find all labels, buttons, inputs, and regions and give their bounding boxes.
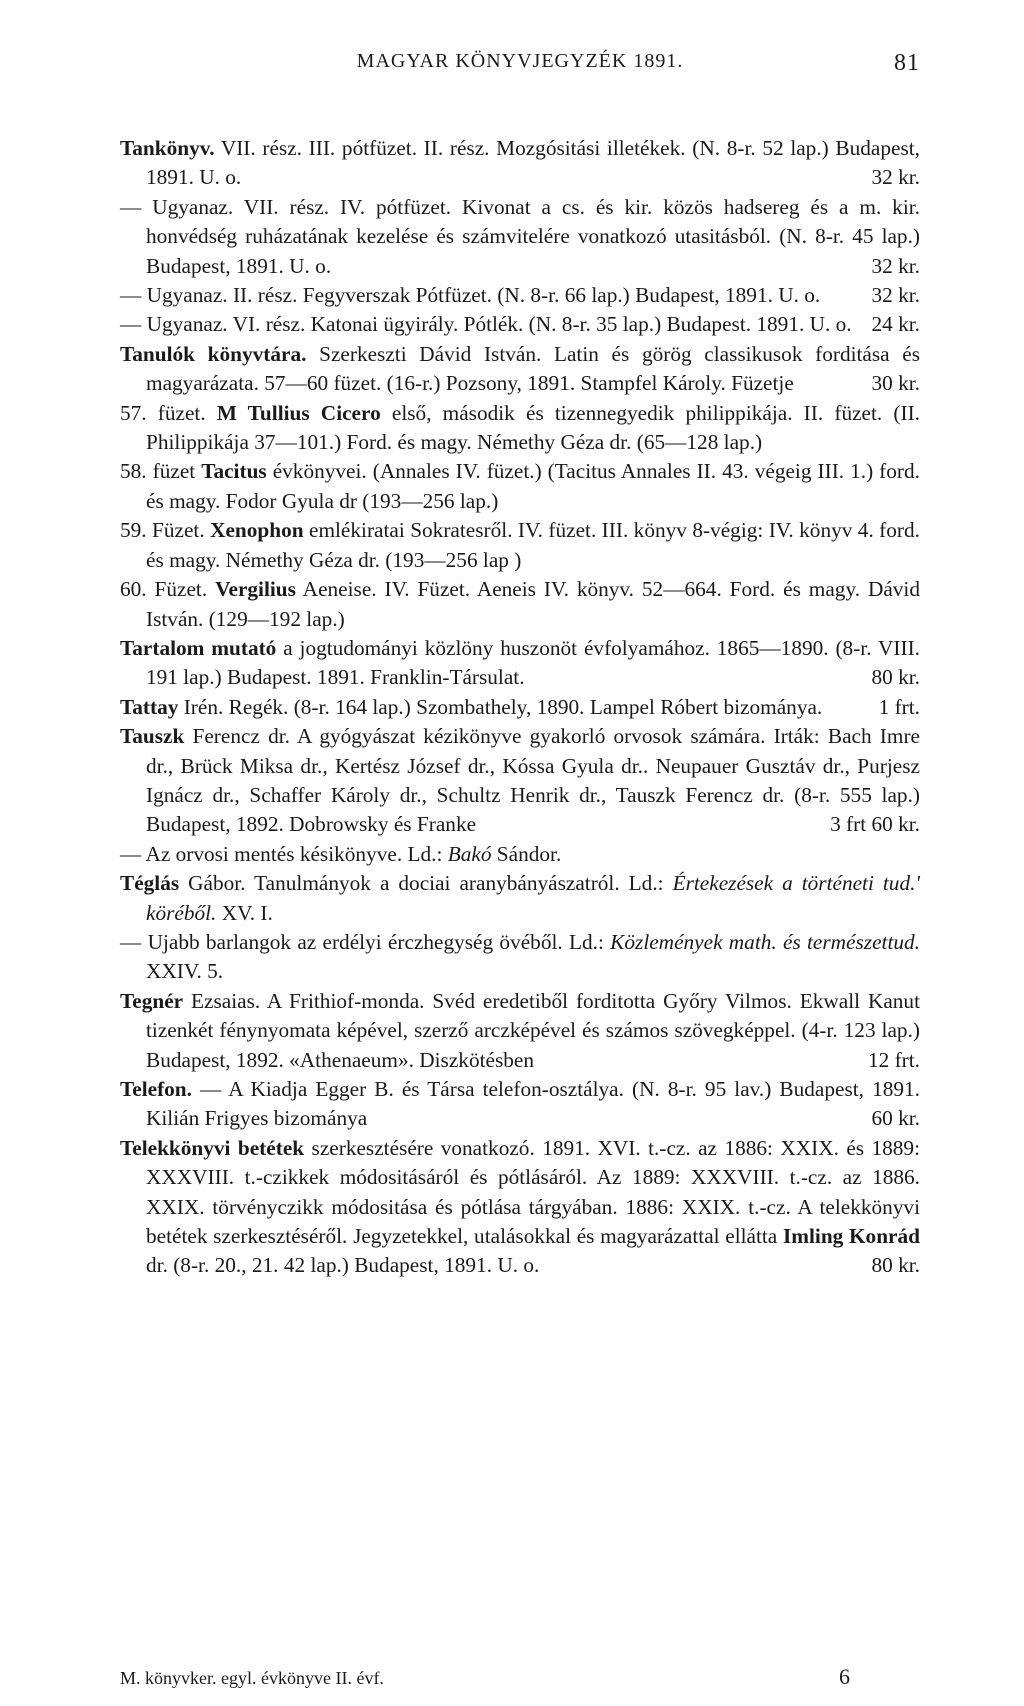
entry-lead: Tanulók könyvtára. <box>120 341 307 366</box>
page-number: 81 <box>894 50 920 76</box>
entry-lead: Tegnér <box>120 988 184 1013</box>
bibliography-entry <box>120 1075 920 1134</box>
entry-text: évkönyvei. (Annales IV. füzet.) (Tacitus Annales II. 43. végeig III. 1.) ford. és magy. Fodor Gyula dr (193—256 lap.) <box>146 459 920 513</box>
entry-text: Gábor. Tanulmányok a dociai aranybányászatról. Ld.: <box>179 871 673 896</box>
bibliography-entry <box>120 399 920 458</box>
bibliography-entry <box>120 869 920 928</box>
entry-lead: Vergilius <box>215 577 296 602</box>
entry-lead2: Imling Konrád <box>782 1224 920 1249</box>
entry-text: Ezsaias. A Frithiof-monda. Svéd eredetiből forditotta Győry Vilmos. Ekwall Kanut tizenkét fénynyomata képével, szerző arczképével és számos szövegképpel. (4-r. 123 lap.) Budapest, 1892. «Athenaeum». Diszkötésben <box>146 988 920 1072</box>
bibliography-entry <box>120 722 920 840</box>
bibliography-entry <box>120 340 920 399</box>
entry-lead: M Tullius Cicero <box>216 400 381 425</box>
bibliography-entry <box>120 693 920 722</box>
entry-text: — Ugyanaz. II. rész. Fegyverszak Pótfüzet. (N. 8-r. 66 lap.) Budapest, 1891. U. o. <box>120 283 821 308</box>
entry-ital: Bakó <box>447 841 492 866</box>
entry-lead: Telefon. <box>120 1077 192 1101</box>
entry-text: — Ujabb barlangok az erdélyi érczhegység övéből. Ld.: <box>120 929 611 954</box>
entry-text: a jogtudományi közlöny huszonöt évfolyamához. 1865—1890. (8-r. VIII. 191 lap.) Budapest. 1891. Franklin-Társulat. <box>146 635 920 690</box>
entry-text: VII. rész. III. pótfüzet. II. rész. Mozgósitási illetékek. (N. 8-r. 52 lap.) Budapest, 1891. U. o. <box>146 136 920 190</box>
page-footer <box>120 1664 920 1689</box>
bibliography-entry <box>120 987 920 1075</box>
entry-lead: Téglás <box>120 871 180 896</box>
document-page <box>120 50 921 1689</box>
entry-pre: 57. füzet. <box>120 400 217 425</box>
entry-text: Aeneise. IV. Füzet. Aeneis IV. könyv. 52—664. Ford. és magy. Dávid István. (129—192 lap.) <box>146 577 920 631</box>
entry-price: 80 kr. <box>871 1253 920 1278</box>
entry-price: 12 frt. <box>867 1047 920 1072</box>
bibliography-entry <box>120 310 920 339</box>
footer-text: M. könyvker. egyl. évkönyve II. évf. <box>120 1668 384 1688</box>
bibliography-entry <box>120 281 920 310</box>
entry-tail: Sándor. <box>491 841 562 866</box>
entry-ital: Értekezések a történeti tud.' köréből. <box>146 871 920 925</box>
entry-pre: 60. Füzet. <box>120 577 216 602</box>
entry-text: Szerkeszti Dávid István. Latin és görög classikusok forditása és magyarázata. 57—60 füzet. (16-r.) Pozsony, 1891. Stampfel Károly. Füzetje <box>146 341 921 396</box>
entry-lead: Tacitus <box>201 459 267 484</box>
entry-price: 24 kr. <box>871 312 920 337</box>
entry-tail: XV. I. <box>216 900 273 925</box>
entry-price: 60 kr. <box>871 1106 920 1131</box>
entry-text: Irén. Regék. (8-r. 164 lap.) Szombathely, 1890. Lampel Róbert bizománya. <box>178 694 823 719</box>
entry-text: szerkesztésére vonatkozó. 1891. XVI. t.-cz. az 1886: XXIX. és 1889: XXXVIII. t.-czikkek módositásáról és pótlásáról. Az 1889: XXXVIII. t.-cz. az 1886. XXIX. törvényczikk módositása és pótlása tárgyában. 1886: XXIX. t.-cz. A telekkönyvi betétek szerkesztéséről. Jegyzetekkel, utalásokkal és magyarázattal ellátta <box>146 1135 920 1249</box>
entry-pre: 58. füzet <box>120 459 202 484</box>
entry-text: — A Kiadja Egger B. és Társa telefon-osztálya. (N. 8-r. 95 lav.) Budapest, 1891. Kilián Frigyes bizománya <box>146 1077 920 1131</box>
entry-pre: 59. Füzet. <box>120 518 211 543</box>
bibliography-entry <box>120 516 920 575</box>
entry-text: emlékiratai Sokratesről. IV. füzet. III. könyv 8-végig: IV. könyv 4. ford. és magy. Némethy Géza dr. (193—256 lap ) <box>146 518 920 572</box>
running-header <box>120 50 920 90</box>
entry-lead: Tartalom mutató <box>120 635 277 660</box>
entry-text: — Az orvosi mentés késikönyve. Ld.: <box>120 841 448 866</box>
entry-lead: Tattay <box>120 694 179 719</box>
entry-price: 32 kr. <box>871 165 920 190</box>
entry-price: 3 frt 60 kr. <box>830 812 920 837</box>
entry-text: — Ugyanaz. VII. rész. IV. pótfüzet. Kivonat a cs. és kir. közös hadsereg és a m. kir. honvédség ruházatának kezelése és számvitelére vonatkozó utasitásból. (N. 8-r. 45 lap.) Budapest, 1891. U. o. <box>120 194 920 278</box>
entry-text: első, második és tizennegyedik philippikája. II. füzet. (II. Philippikája 37—101.) Ford. és magy. Némethy Géza dr. (65—128 lap.) <box>146 400 920 455</box>
bibliography-entry <box>120 134 920 193</box>
entry-lead: Tauszk <box>120 724 185 749</box>
entry-price: 32 kr. <box>871 283 920 308</box>
bibliography-entry <box>120 1134 920 1281</box>
entry-price: 80 kr. <box>871 665 920 690</box>
entry-ital: Közlemények math. és természettud. <box>610 929 920 954</box>
entry-tail: XXIV. 5. <box>146 959 224 984</box>
bibliography-entry <box>120 457 920 516</box>
entry-price: 32 kr. <box>871 253 920 278</box>
bibliography-entry <box>120 193 920 281</box>
entry-text: — Ugyanaz. VI. rész. Katonai ügyirály. Pótlék. (N. 8-r. 35 lap.) Budapest. 1891. U. o. <box>120 312 852 337</box>
bibliography-entry <box>120 928 920 987</box>
entry-lead: Tankönyv. <box>120 136 215 160</box>
entry-list <box>120 134 920 1281</box>
entry-text: Ferencz dr. A gyógyászat kézikönyve gyakorló orvosok számára. Irták: Bach Imre dr., Brück Miksa dr., Kertész József dr., Kóssa Gyula dr.. Neupauer Gusztáv dr., Purjesz Ignácz dr., Schaffer Károly dr., Schultz Henrik dr., Tauszk Ferencz dr. (8-r. 555 lap.) Budapest, 1892. Dobrowsky és Franke <box>146 724 920 837</box>
bibliography-entry <box>120 575 920 634</box>
page-title: MAGYAR KÖNYVJEGYZÉK 1891. <box>356 50 684 72</box>
bibliography-entry <box>120 840 920 869</box>
entry-tail: dr. (8-r. 20., 21. 42 lap.) Budapest, 1891. U. o. <box>146 1253 540 1278</box>
entry-lead: Xenophon <box>210 518 304 543</box>
entry-price: 1 frt. <box>878 694 920 719</box>
bibliography-entry <box>120 634 920 693</box>
entry-lead: Telekkönyvi betétek <box>120 1135 305 1160</box>
signature-mark: 6 <box>839 1664 850 1689</box>
entry-price: 30 kr. <box>871 371 920 396</box>
